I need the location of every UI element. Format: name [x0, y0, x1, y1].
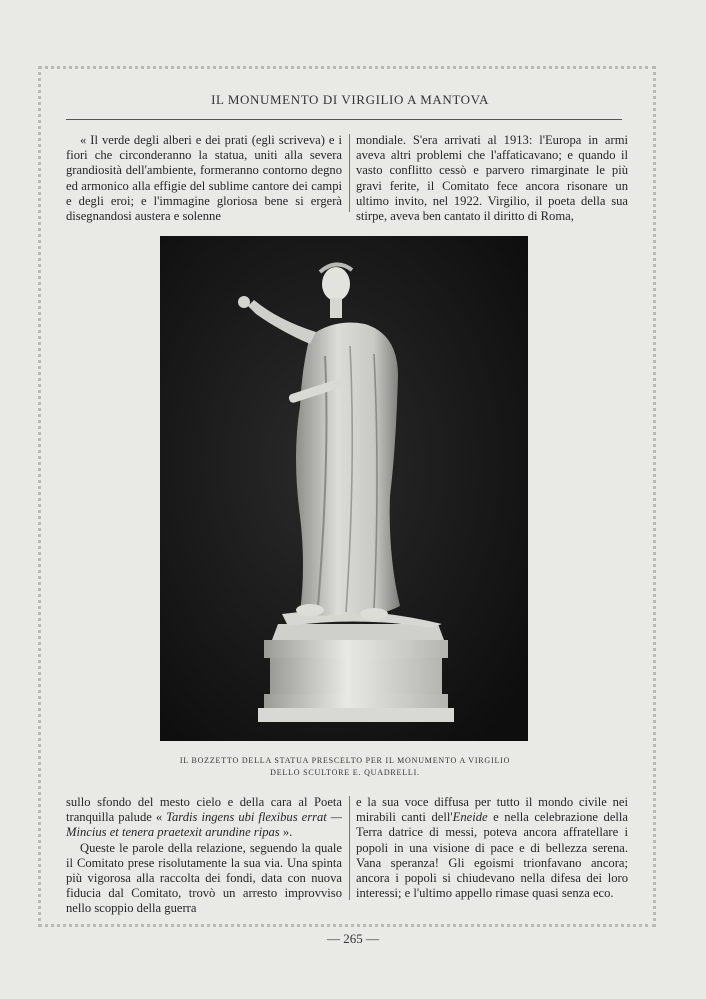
top-left-paragraph: « Il verde degli alberi e dei prati (egli scriveva) e i fiori che circonderanno la statua, uniti alla severa grandiosità dell'ambiente, formeranno contorno degno ed armonico alla effigie del sublime cantore dei campi e degli eroi; e l'immagine gloriosa bene si ergerà disegnandosi austera e solenne [66, 133, 342, 224]
caption-line-2: DELLO SCULTORE E. QUADRELLI. [270, 768, 420, 777]
column-divider-bottom [349, 796, 350, 900]
figure-caption [150, 755, 540, 779]
bottom-right-column [356, 795, 628, 901]
column-divider-top [349, 134, 350, 212]
caption-line-1: IL BOZZETTO DELLA STATUA PRESCELTO PER IL MONUMENTO A VIRGILIO [179, 756, 511, 765]
bottom-left-paragraph-2: Queste le parole della relazione, seguendo la quale il Comitato prese risolutamente la sua via. Una spinta più vigorosa alla raccolta dei fondi, data con nuova fiducia dal Comitato, trovò un arresto improvviso nello scoppio della guerra [66, 840, 342, 916]
bottom-left-column [66, 795, 342, 917]
statue-photograph [160, 236, 528, 741]
bottom-right-pre: e la sua voce diffusa per tutto il mondo civile nei mirabili canti dell' [356, 795, 628, 825]
header-rule [66, 119, 622, 120]
statue-illustration [160, 236, 528, 741]
bottom-right-post: e nella celebrazione della Terra datrice di messi, poteva ancora affratellare i popoli in una visione di pace e di bellezza serena. Vana speranza! Gli egoismi trionfavano ancora; ancora i popoli si chiudevano nella difesa dei loro interessi; e l'ultimo appello rimase quasi senza eco. [356, 810, 628, 901]
top-right-paragraph: mondiale. S'era arrivati al 1913: l'Europa in armi aveva altri problemi che l'affaticavano; e quando il vasto conflitto cessò e parvero rimarginate le più gravi ferite, il Comitato fece ancora risonare un ultimo invito, nel 1922. Virgilio, il poeta della sua stirpe, aveva ben cantato il diritto di Roma, [356, 133, 628, 224]
bottom-left-p1-post: ». [279, 825, 293, 840]
running-header: IL MONUMENTO DI VIRGILIO A MANTOVA [211, 92, 489, 107]
bottom-right-eneide: Eneide [452, 810, 488, 825]
bottom-right-paragraph [356, 795, 628, 901]
bottom-left-paragraph-1 [66, 795, 342, 841]
bottom-left-latin-quote: Tardis ingens ubi flexibus errat — Mincius et tenera praetexit arundine ripas [66, 810, 342, 840]
top-right-column [356, 133, 628, 224]
bottom-left-p1-pre: sullo sfondo del mesto cielo e della cara al Poeta tranquilla palude « [66, 795, 342, 825]
page-number: — 265 — [327, 931, 379, 946]
top-left-column [66, 133, 342, 224]
